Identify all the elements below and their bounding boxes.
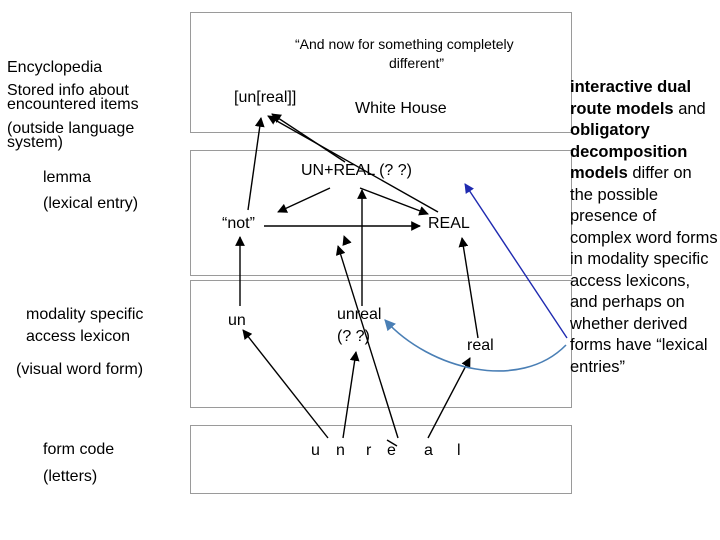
letter: n xyxy=(336,442,345,459)
visual-word-form-label: (visual word form) xyxy=(16,361,144,378)
encyclopedia-line: system) xyxy=(7,134,63,151)
encyclopedia-title: Encyclopedia xyxy=(7,59,103,76)
white-house-label: White House xyxy=(355,100,447,117)
unreal-bracket-label: [un[real]] xyxy=(234,89,297,106)
unreal-access: unreal xyxy=(337,306,382,323)
real-access: real xyxy=(467,337,494,354)
modality-label: modality specific xyxy=(26,306,144,323)
arrow-letters-to-un xyxy=(243,330,328,438)
letters-label: (letters) xyxy=(43,468,98,485)
lexical-entry-label: (lexical entry) xyxy=(43,195,139,212)
real-lemma: REAL xyxy=(428,215,470,232)
access-lexicon-label: access lexicon xyxy=(26,328,131,345)
note-text: and xyxy=(673,99,706,118)
arrow-unreal-to-not xyxy=(278,188,330,212)
arrow-letters-n-to-real xyxy=(387,440,397,446)
letter: u xyxy=(311,442,320,459)
arrow-real-to-real-lemma-long xyxy=(344,236,420,438)
un-real-lemma: UN+REAL (? ?) xyxy=(301,162,412,179)
arrow-not-to-bracket xyxy=(248,118,261,210)
blue-arrow-note-to-lemma xyxy=(465,184,567,338)
letter: e xyxy=(387,442,396,459)
note-text: differ on the possible presence of complex word forms in modality specific access lexicons, and perhaps on whether derived forms have “lexical entries” xyxy=(570,164,718,376)
arrow-real-to-bracket xyxy=(268,116,438,212)
quote-line: different” xyxy=(389,55,444,71)
un-access: un xyxy=(228,312,246,329)
encyclopedia-line: encountered items xyxy=(7,96,139,113)
lemma-label: lemma xyxy=(43,169,92,186)
form-code-label: form code xyxy=(43,441,115,458)
curved-arrow-real-to-unreal xyxy=(385,320,566,371)
arrow-letters-to-unreal xyxy=(343,352,356,438)
arrow-letters-to-real xyxy=(428,358,470,438)
unreal-access-qq: (? ?) xyxy=(337,328,370,345)
arrow-lemma-to-bracket xyxy=(272,114,345,162)
encyclopedia-line: Stored info about xyxy=(7,82,129,99)
note-bold: obligatory decomposition models xyxy=(570,121,688,182)
letter: l xyxy=(457,442,461,459)
encyclopedia-line: (outside language xyxy=(7,120,135,137)
letter: a xyxy=(424,442,433,459)
quote-line: “And now for something completely xyxy=(295,36,514,52)
note-bold: interactive dual route models xyxy=(570,78,692,118)
letter: r xyxy=(366,442,372,459)
arrow-real-access-to-real xyxy=(462,238,478,338)
not-lemma: “not” xyxy=(222,215,255,232)
